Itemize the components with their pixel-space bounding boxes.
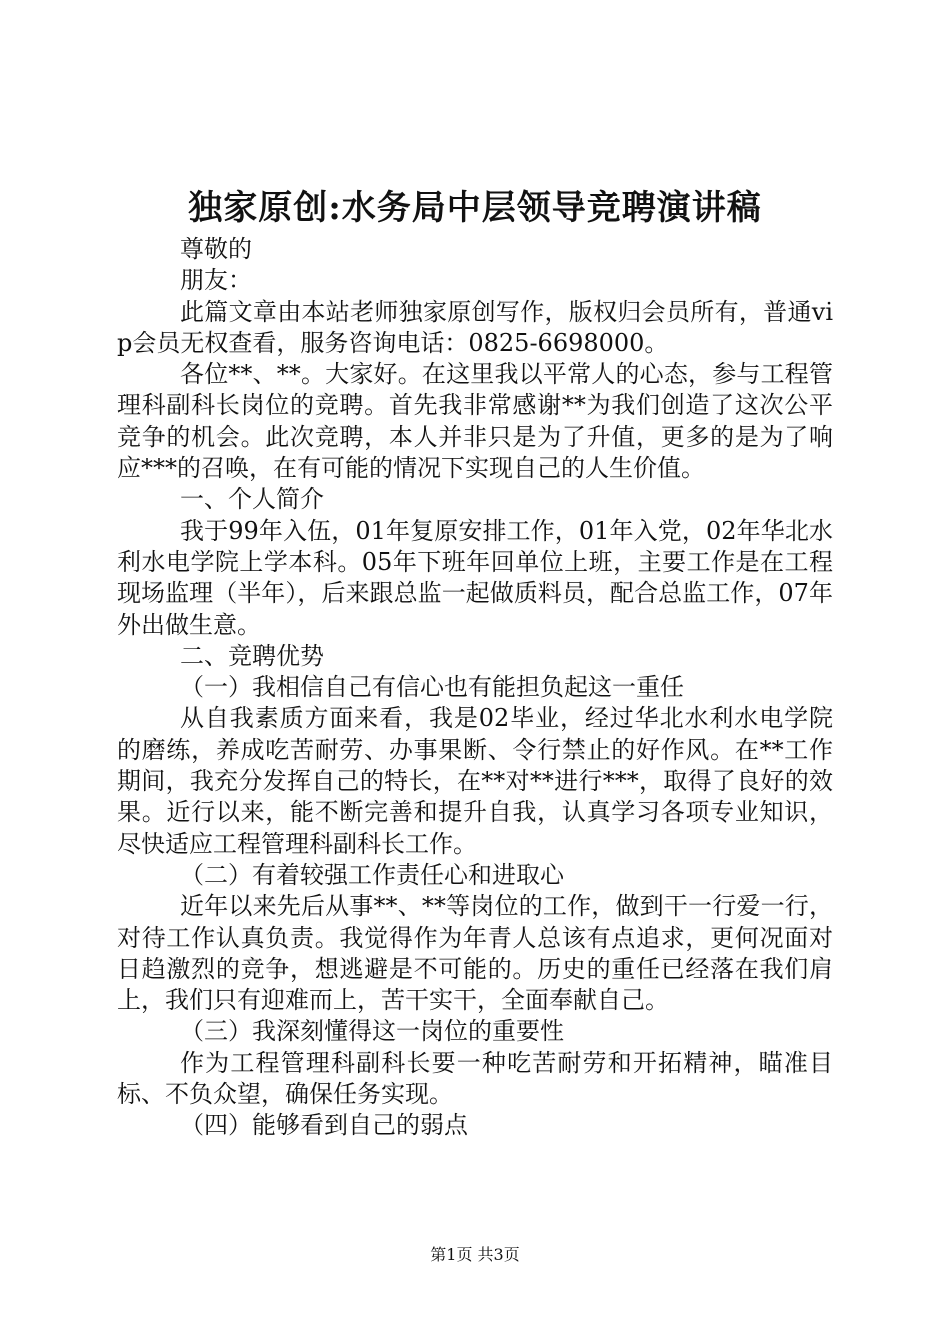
salutation-line-2: 朋友： — [180, 266, 252, 295]
responsibility-paragraph: 近年以来先后从事**、**等岗位的工作，做到干一行爱一行，对待工作认真负责。我觉得作为年青人总该有点追求，更何况面对日趋激烈的竞争，想逃避是不可能的。历史的重任已经落在我们肩上，我们只有迎难而上，苦干实干，全面奉献自己。 — [117, 892, 833, 1015]
salutation-line-1: 尊敬的 — [180, 235, 252, 263]
copyright-notice-paragraph: 此篇文章由本站老师独家原创写作，版权归会员所有，普通vip会员无权查看，服务咨询电话：0825-6698000。 — [117, 297, 833, 357]
personal-intro-paragraph: 我于99年入伍，01年复原安排工作，01年入党，02年华北水利水电学院上学本科。05年下班年回单位上班，主要工作是在工程现场监理（半年），后来跟总监一起做质料员，配合总监工作，07年外出做生意。 — [117, 516, 833, 639]
opening-paragraph: 各位**、**。大家好。在这里我以平常人的心态，参与工程管理科副科长岗位的竞聘。首先我非常感谢**为我们创造了这次公平竞争的机会。此次竞聘，本人并非只是为了升值，更多的是为了响应***的召唤，在有可能的情况下实现自己的人生价值。 — [117, 360, 833, 483]
subheading-responsibility: （二）有着较强工作责任心和进取心 — [180, 860, 564, 889]
confidence-paragraph: 从自我素质方面来看，我是02毕业，经过华北水利水电学院的磨练，养成吃苦耐劳、办事果断、令行禁止的好作风。在**工作期间，我充分发挥自己的特长，在**对**进行***，取得了良好的效果。近行以来，能不断完善和提升自我，认真学习各项专业知识，尽快适应工程管理科副科长工作。 — [117, 704, 833, 858]
subheading-confidence: （一）我相信自己有信心也有能担负起这一重任 — [180, 673, 684, 702]
document-title: 独家原创:水务局中层领导竞聘演讲稿 — [188, 188, 762, 228]
document-body — [117, 234, 833, 1142]
page-number-footer: 第1页 共3页 — [430, 1245, 520, 1264]
subheading-importance: （三）我深刻懂得这一岗位的重要性 — [180, 1017, 564, 1046]
importance-paragraph: 作为工程管理科副科长要一种吃苦耐劳和开拓精神，瞄准目标、不负众望，确保任务实现。 — [117, 1048, 833, 1109]
section-heading-advantages: 二、竞聘优势 — [180, 641, 324, 670]
subheading-weaknesses: （四）能够看到自己的弱点 — [180, 1111, 468, 1140]
section-heading-personal-intro: 一、个人简介 — [180, 485, 324, 514]
